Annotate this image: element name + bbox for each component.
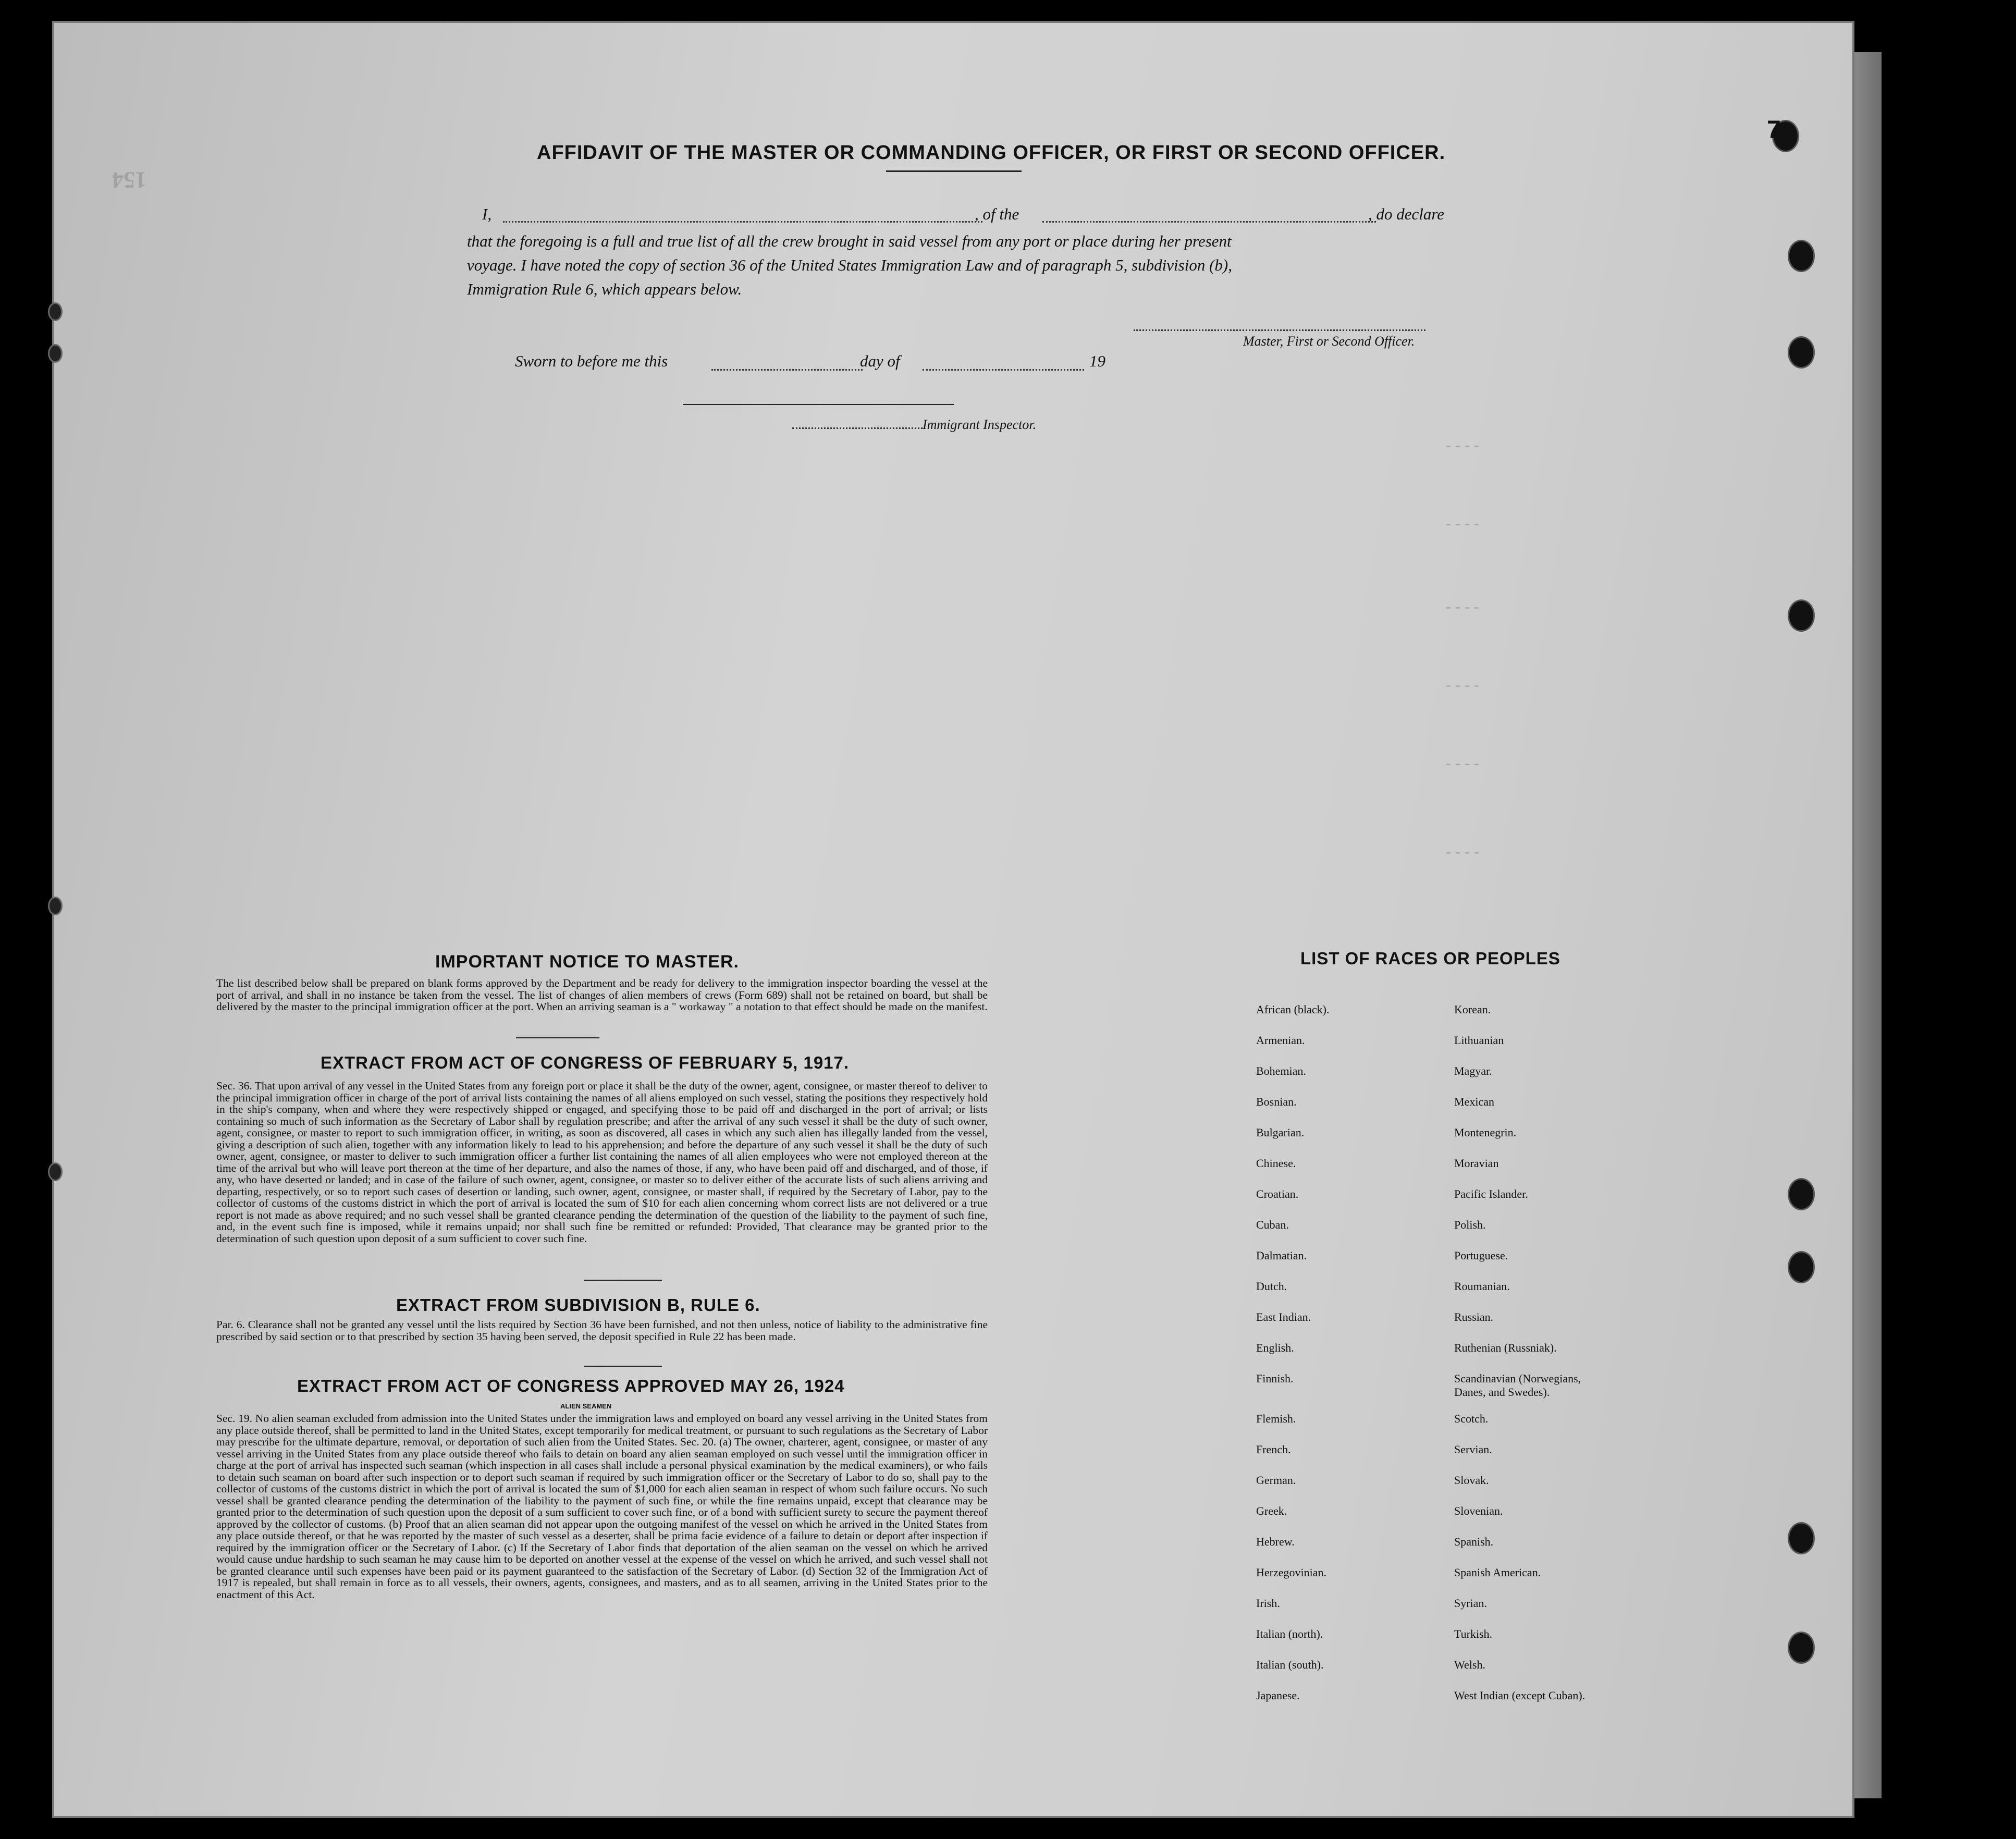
divider — [683, 404, 954, 405]
divider — [584, 1366, 662, 1367]
race-item: Polish. — [1454, 1218, 1486, 1231]
vessel-blank — [1042, 221, 1376, 223]
race-item: Korean. — [1454, 1003, 1491, 1016]
race-item: Slovak. — [1454, 1474, 1489, 1487]
race-item: Turkish. — [1454, 1627, 1493, 1640]
race-item: Magyar. — [1454, 1064, 1492, 1077]
race-item: African (black). — [1256, 1003, 1330, 1016]
race-item: Mexican — [1454, 1095, 1494, 1108]
affidavit-line4: Immigration Rule 6, which appears below. — [467, 280, 742, 298]
race-item: Roumanian. — [1454, 1280, 1510, 1293]
race-item: Finnish. — [1256, 1372, 1294, 1385]
race-item: Flemish. — [1256, 1412, 1296, 1425]
affidavit-line1-of: , of the — [975, 205, 1019, 223]
race-item: Portuguese. — [1454, 1249, 1508, 1262]
bleed-through-row: ---- — [1444, 516, 1482, 534]
race-item: Pacific Islander. — [1454, 1187, 1528, 1200]
bleed-through-row: ---- — [1444, 756, 1482, 774]
race-item: Scotch. — [1454, 1412, 1489, 1425]
inspector-line — [792, 427, 923, 429]
day-of-text: day of — [860, 352, 900, 370]
race-item: Croatian. — [1256, 1187, 1299, 1200]
race-item: East Indian. — [1256, 1310, 1311, 1323]
binder-hole — [1788, 240, 1815, 272]
notice-title: IMPORTANT NOTICE TO MASTER. — [435, 952, 739, 972]
race-item: Hebrew. — [1256, 1535, 1295, 1548]
race-item: Greek. — [1256, 1504, 1287, 1517]
divider — [584, 1280, 662, 1281]
page-number-mark: 7 — [1767, 116, 1781, 144]
race-item: West Indian (except Cuban). — [1454, 1689, 1585, 1702]
race-item: Irish. — [1256, 1597, 1280, 1610]
race-item: Bohemian. — [1256, 1064, 1306, 1077]
race-item: Dutch. — [1256, 1280, 1287, 1293]
binder-hole — [1788, 336, 1815, 369]
binder-hole — [48, 1162, 63, 1181]
binder-hole — [48, 897, 63, 915]
name-blank — [503, 221, 982, 223]
race-item: Montenegrin. — [1454, 1126, 1517, 1139]
affidavit-line1-declare: , do declare — [1368, 205, 1445, 223]
binder-hole — [1788, 1632, 1815, 1664]
binder-hole — [1788, 599, 1815, 632]
race-item: Scandinavian (Norwegians, Danes, and Swedes). — [1454, 1372, 1581, 1399]
page-number-mark: 154 — [112, 167, 146, 193]
signature-label: Master, First or Second Officer. — [1243, 334, 1415, 349]
affidavit-title: AFFIDAVIT OF THE MASTER OR COMMANDING OFFICER, OR FIRST OR SECOND OFFICER. — [537, 142, 1446, 164]
race-item: Bosnian. — [1256, 1095, 1297, 1108]
bleed-through-row: ---- — [1444, 438, 1482, 456]
sworn-month-blank — [923, 369, 1084, 371]
bleed-through-row: ---- — [1444, 844, 1482, 862]
rule6-title: EXTRACT FROM SUBDIVISION B, RULE 6. — [396, 1295, 760, 1315]
race-item: German. — [1256, 1474, 1296, 1487]
signature-line — [1134, 329, 1425, 331]
race-item: Italian (north). — [1256, 1627, 1323, 1640]
bleed-through-row: ---- — [1444, 678, 1482, 695]
race-item: Russian. — [1454, 1310, 1494, 1323]
extract-1917-title: EXTRACT FROM ACT OF CONGRESS OF FEBRUARY 5, 1917. — [321, 1053, 850, 1072]
race-item: Bulgarian. — [1256, 1126, 1305, 1139]
binder-hole — [1788, 1522, 1815, 1554]
divider — [516, 1037, 599, 1038]
affidavit-line3: voyage. I have noted the copy of section 36 of the United States Immigration Law and of paragraph 5, subdivision (b), — [467, 256, 1232, 274]
binder-hole — [48, 344, 63, 363]
year-text: 19 — [1089, 352, 1105, 370]
sworn-day-blank — [711, 369, 863, 371]
race-item: Italian (south). — [1256, 1658, 1324, 1671]
race-item: Dalmatian. — [1256, 1249, 1307, 1262]
race-item: Cuban. — [1256, 1218, 1289, 1231]
affidavit-line2: that the foregoing is a full and true list of all the crew brought in said vessel from any port or place during her present — [467, 232, 1232, 250]
binder-hole — [48, 302, 63, 321]
race-item: French. — [1256, 1443, 1291, 1456]
sworn-text: Sworn to before me this — [515, 352, 668, 370]
race-item: Servian. — [1454, 1443, 1492, 1456]
inspector-label: Immigrant Inspector. — [923, 417, 1037, 432]
bleed-through-row: ---- — [1444, 599, 1482, 617]
race-item: Armenian. — [1256, 1034, 1305, 1047]
race-item: Japanese. — [1256, 1689, 1300, 1702]
race-item: Spanish American. — [1454, 1566, 1541, 1579]
race-item: Chinese. — [1256, 1157, 1296, 1170]
rule6-body: Par. 6. Clearance shall not be granted any vessel until the lists required by Section 36 have been furnished, and not then unless, notice of liability to the administrative fine prescribed by said section or to that prescribed by section 35 having been served, the deposit specified in Rule 22 has been made. — [216, 1318, 988, 1343]
race-item: Slovenian. — [1454, 1504, 1503, 1517]
race-item: Ruthenian (Russniak). — [1454, 1341, 1557, 1354]
extract-1924-body: Sec. 19. No alien seaman excluded from admission into the United States under the immigration laws and employed on board any vessel arriving in the United States from any place outside thereof, shall be permitted to land in the United States, except temporarily for medical treatment, or pursuant to such regulations as the Secretary of Labor may prescribe for the ultimate departure, removal, or deportation of such alien from the United States. Sec. 20. (a) The owner, charterer, agent, consignee, or master of any vessel arriving in the United States from any place outside thereof who fails to detain on board any alien seaman employed on such vessel until the immigration officer in charge at the port of arrival has inspected such seaman (which inspection in all cases shall include a personal physical examination by the medical examiners), or who fails to detain such seaman on board after such inspection or to deport such seaman if required by such immigration officer or the Secretary of Labor to do so, shall pay to the collector of customs of the customs district in which the port of arrival is located the sum of $1,000 for each alien seaman in respect of whom such failure occurs. No such vessel shall be granted clearance pending the determination of the liability to the payment of such fine, or while the fine remains unpaid, except that clearance may be granted prior to the determination of such question upon the deposit of a sum sufficient to cover such fine, or of a bond with sufficient surety to secure the payment thereof approved by the collector of customs. (b) Proof that an alien seaman did not appear upon the outgoing manifest of the vessel on which he arrived in the United States from any place outside thereof, or that he was reported by the master of such vessel as a deserter, shall be prima facie evidence of a failure to detain or deport after inspection if required by the immigration officer or the Secretary of Labor. (c) If the Secretary of Labor finds that deportation of the alien seaman on the vessel on which he arrived would cause undue hardship to such seaman he may cause him to be deported on another vessel at the expense of the vessel on which he arrived, and such vessel shall not be granted clearance until such expenses have been paid or its payment guaranteed to the satisfaction of the Secretary of Labor. (d) Section 32 of the Immigration Act of 1917 is repealed, but shall remain in force as to all vessels, their owners, agents, consignees, and masters, and as to all seamen, arriving in the United States prior to the enactment of this Act. — [216, 1412, 988, 1601]
race-item: Welsh. — [1454, 1658, 1485, 1671]
affidavit-line1-i: I, — [482, 205, 492, 223]
extract-1917-body: Sec. 36. That upon arrival of any vessel in the United States from any foreign port or place it shall be the duty of the owner, agent, consignee, or master thereof to deliver to the principal immigration officer in charge of the port of arrival lists containing the names of all aliens employed on such vessel, stating the positions they respectively hold in the ship's company, when and where they were respectively shipped or engaged, and specifying those to be paid off and discharged in the port of arrival; or lists containing so much of such information as the Secretary of Labor shall by regulation prescribe; and after the arrival of any such vessel it shall be the duty of such owner, agent, consignee, or master to report to such immigration officer, in writing, as soon as discovered, all cases in which any such alien has illegally landed from the vessel, giving a description of such alien, together with any information likely to lead to his apprehension; and before the departure of any such vessel it shall be the duty of such owner, agent, consignee, or master to deliver to such immigration officer a further list containing the names of all alien employees who were not employed thereon at the time of the arrival but who will leave port thereon at the time of her departure, and also the names of those, if any, who have been paid off and discharged, and of those, if any, who have deserted or landed; and in case of the failure of such owner, agent, consignee, or master so to deliver either of the accurate lists of such aliens arriving and departing, respectively, or so to report such cases of desertion or landing, such owner, agent, consignee, or master shall, if required by the Secretary of Labor, pay to the collector of customs of the customs district in which the port of arrival is located the sum of $10 for each alien concerning whom correct lists are not delivered or a true report is not made as above required; and no such vessel shall be granted clearance pending the determination of the question of the liability to the payment of such fine, and, in the event such fine is imposed, while it remains unpaid; nor shall such fine be remitted or refunded: Provided, That clearance may be granted prior to the determination of such question upon deposit of a sum sufficient to cover such fine. — [216, 1080, 988, 1245]
races-title: LIST OF RACES OR PEOPLES — [1300, 949, 1560, 968]
notice-body: The list described below shall be prepared on blank forms approved by the Department and be ready for delivery to the immigration inspector boarding the vessel at the port of arrival, and shall in no instance be taken from the vessel. The list of changes of alien members of crews (Form 689) shall not be retained on board, but shall be delivered by the master to the principal immigration officer at the port. When an arriving seaman is a " workaway " a notation to that effect should be made on the manifest. — [216, 977, 988, 1013]
race-item: Syrian. — [1454, 1597, 1487, 1610]
race-item: English. — [1256, 1341, 1294, 1354]
binder-hole — [1788, 1178, 1815, 1210]
binder-hole — [1788, 1251, 1815, 1283]
race-item: Lithuanian — [1454, 1034, 1504, 1047]
race-item: Moravian — [1454, 1157, 1499, 1170]
race-item: Spanish. — [1454, 1535, 1494, 1548]
divider — [886, 170, 1022, 172]
race-item: Herzegovinian. — [1256, 1566, 1326, 1579]
alien-seamen-subtitle: ALIEN SEAMEN — [560, 1402, 612, 1410]
extract-1924-title: EXTRACT FROM ACT OF CONGRESS APPROVED MAY 26, 1924 — [297, 1376, 845, 1395]
